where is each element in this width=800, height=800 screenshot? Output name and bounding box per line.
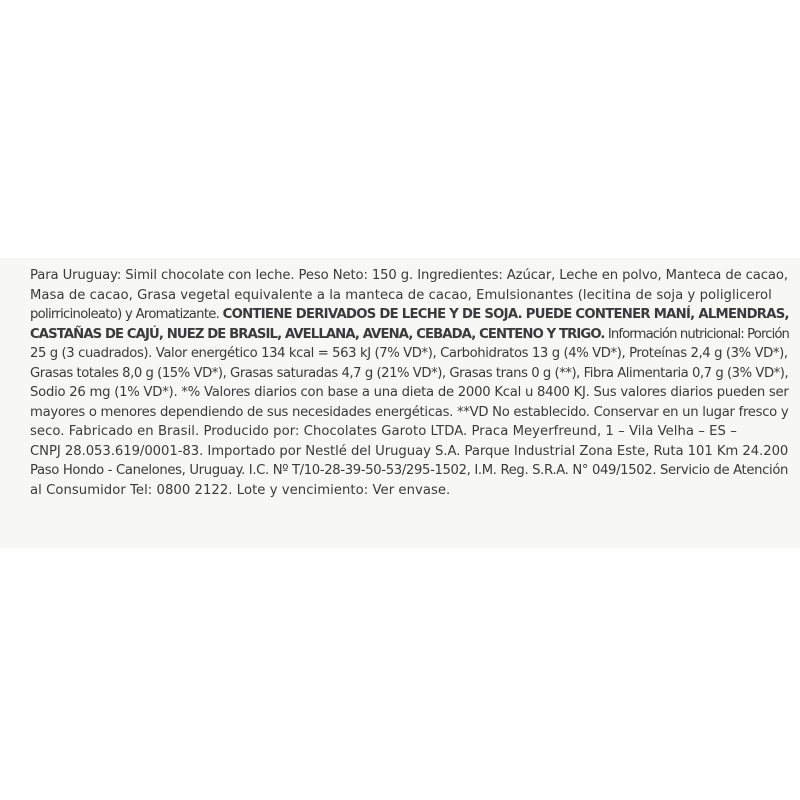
label-line-5: [30, 344, 790, 364]
label-line-4: [30, 325, 790, 345]
label-segment: polirricinoleato) y Aromatizante.: [30, 307, 223, 322]
label-segment: seco. Fabricado en Brasil. Producido por: Chocolates Garoto LTDA. Praca Meyerfreund, 1 – Vila Velha – ES –: [30, 424, 737, 439]
label-line-3: [30, 305, 790, 325]
allergen-warning: CONTIENE DERIVADOS DE LECHE Y DE SOJA. PUEDE CONTENER MANÍ, ALMENDRAS,: [222, 307, 789, 322]
product-label-text: [30, 266, 790, 500]
label-segment: al Consumidor Tel: 0800 2122. Lote y vencimiento: Ver envase.: [30, 482, 451, 498]
label-segment: 25 g (3 cuadrados). Valor energético 134 kcal = 563 kJ (7% VD*), Carbohidratos 13 g (4% VD*), Proteínas 2,4 g (3% VD*),: [30, 346, 788, 361]
label-line-2: [30, 286, 790, 306]
label-segment: Masa de cacao, Grasa vegetal equivalente a la manteca de cacao, Emulsionantes (lecitina de soja y poliglicerol: [30, 287, 772, 303]
label-segment: CNPJ 28.053.619/0001-83. Importado por Nestlé del Uruguay S.A. Parque Industrial Zona Este, Ruta 101 Km 24.200: [30, 443, 789, 459]
label-segment: Para Uruguay: Simil chocolate con leche. Peso Neto: 150 g. Ingredientes: Azúcar, Leche en polvo, Manteca de cacao,: [30, 268, 788, 283]
label-line-6: [30, 364, 790, 384]
label-segment: mayores o menores dependiendo de sus necesidades energéticas. **VD No establecido. Conservar en un lugar fresco y: [30, 404, 789, 420]
label-line-1: [30, 266, 790, 286]
allergen-warning: CASTAÑAS DE CAJÚ, NUEZ DE BRASIL, AVELLANA, AVENA, CEBADA, CENTENO Y TRIGO.: [30, 326, 605, 342]
label-segment: Grasas totales 8,0 g (15% VD*), Grasas saturadas 4,7 g (21% VD*), Grasas trans 0 g (**), Fibra Alimentaria 0,7 g (3% VD*),: [30, 365, 789, 381]
label-line-12: [30, 481, 790, 501]
label-line-11: [30, 461, 790, 481]
label-segment: Paso Hondo - Canelones, Uruguay. I.C. Nº T/10-28-39-50-53/295-1502, I.M. Reg. S.R.A. N° 049/1502. Servicio de Atención: [30, 463, 789, 478]
label-line-10: [30, 442, 790, 462]
label-line-8: [30, 403, 790, 423]
label-line-7: [30, 383, 790, 403]
label-segment: Sodio 26 mg (1% VD*). *% Valores diarios con base a una dieta de 2000 Kcal u 8400 KJ. Sus valores diarios pueden ser: [30, 385, 789, 400]
label-line-9: [30, 422, 790, 442]
label-segment: Información nutricional: Porción: [604, 326, 790, 342]
